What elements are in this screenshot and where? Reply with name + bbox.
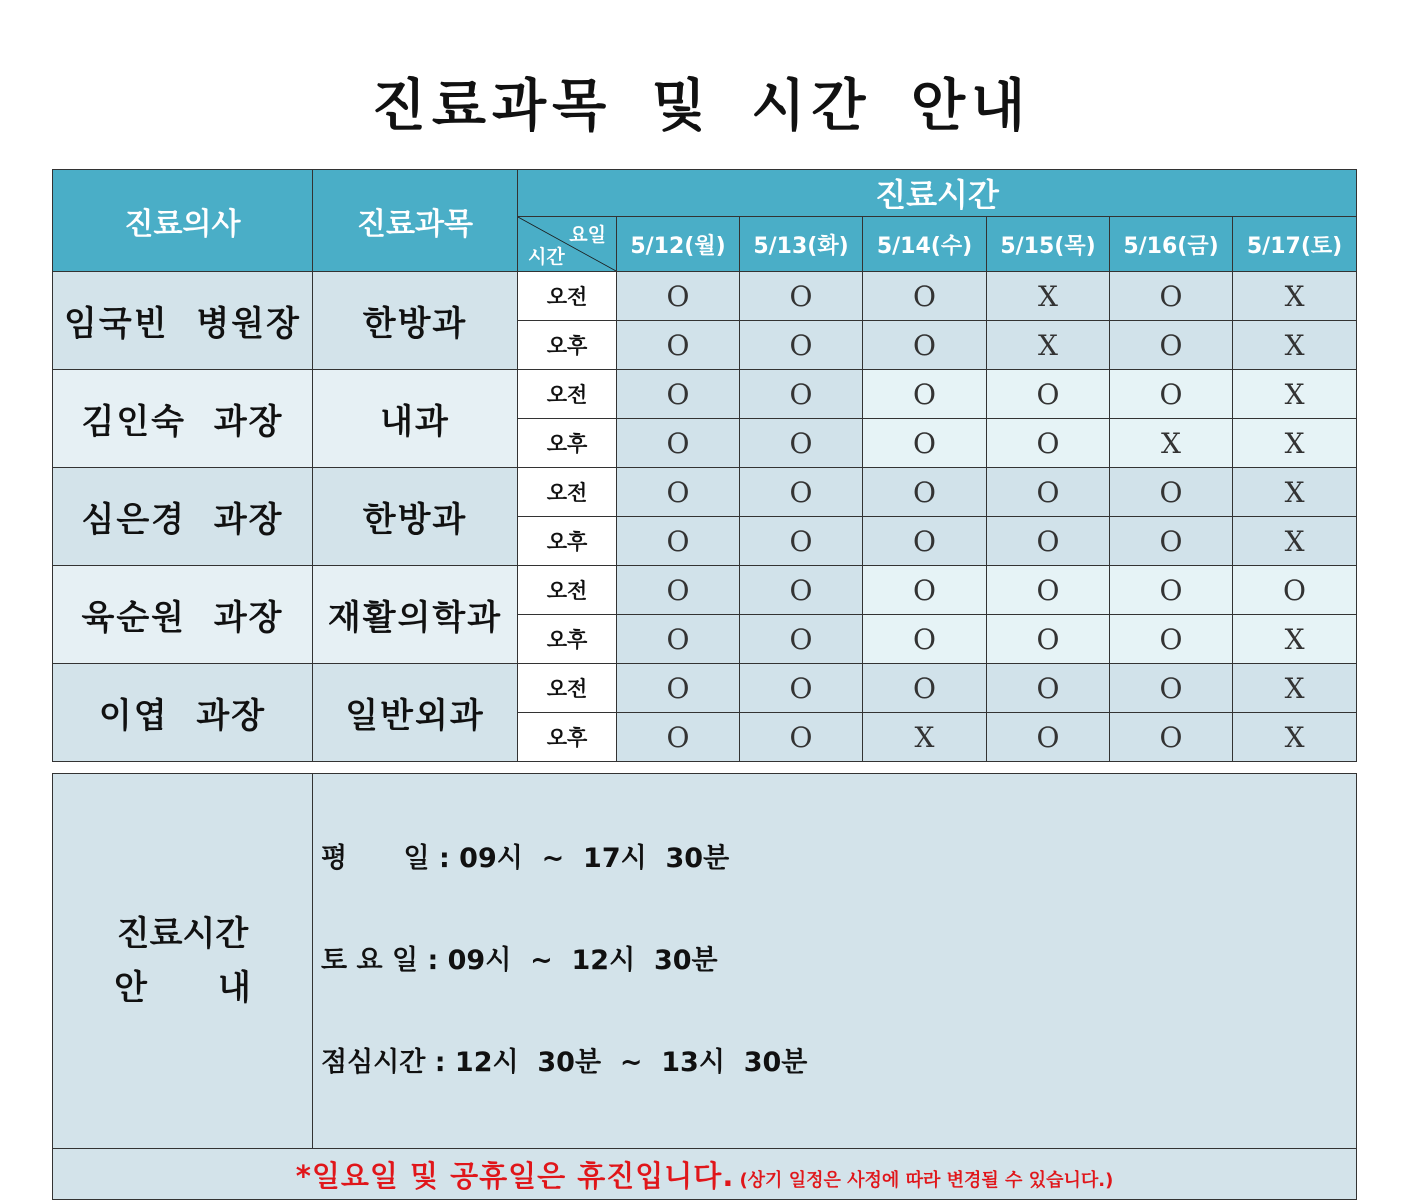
availability-mark: O xyxy=(863,419,987,468)
availability-mark: O xyxy=(740,517,863,566)
availability-mark: O xyxy=(987,664,1110,713)
time-slot-label: 오후 xyxy=(518,321,617,370)
header-day: 5/15(목) xyxy=(987,217,1110,272)
availability-mark: X xyxy=(1233,419,1357,468)
header-day: 5/17(토) xyxy=(1233,217,1357,272)
department-name: 일반외과 xyxy=(313,664,518,762)
availability-mark: X xyxy=(987,272,1110,321)
availability-mark: O xyxy=(987,615,1110,664)
availability-mark: O xyxy=(617,664,740,713)
availability-mark: O xyxy=(740,370,863,419)
time-slot-label: 오전 xyxy=(518,468,617,517)
availability-mark: O xyxy=(740,321,863,370)
availability-mark: O xyxy=(987,517,1110,566)
weekday-hours: 평 일 : 09시 ~ 17시 30분 xyxy=(321,843,730,874)
time-slot-label: 오전 xyxy=(518,664,617,713)
saturday-hours: 토 요 일 : 09시 ~ 12시 30분 xyxy=(321,945,718,976)
time-slot-label: 오후 xyxy=(518,615,617,664)
availability-mark: X xyxy=(1233,517,1357,566)
availability-mark: O xyxy=(740,566,863,615)
availability-mark: O xyxy=(1110,370,1233,419)
header-hours: 진료시간 xyxy=(518,170,1357,217)
availability-mark: O xyxy=(740,615,863,664)
availability-mark: O xyxy=(1110,615,1233,664)
availability-mark: O xyxy=(617,468,740,517)
doctor-name: 심은경 과장 xyxy=(53,468,313,566)
availability-mark: X xyxy=(1233,664,1357,713)
header-day: 5/14(수) xyxy=(863,217,987,272)
time-slot-label: 오후 xyxy=(518,517,617,566)
info-label-line1: 진료시간 xyxy=(116,914,249,954)
availability-mark: X xyxy=(1233,272,1357,321)
header-day: 5/13(화) xyxy=(740,217,863,272)
info-label-line2: 안 내 xyxy=(114,968,251,1008)
availability-mark: O xyxy=(1110,713,1233,762)
availability-mark: O xyxy=(740,272,863,321)
schedule-table xyxy=(52,169,1357,762)
time-slot-label: 오전 xyxy=(518,370,617,419)
schedule-row xyxy=(53,664,1357,713)
availability-mark: O xyxy=(617,321,740,370)
day-label: 요일 xyxy=(569,224,606,246)
doctor-name: 임국빈 병원장 xyxy=(53,272,313,370)
availability-mark: O xyxy=(740,468,863,517)
availability-mark: O xyxy=(1110,664,1233,713)
doctor-name: 김인숙 과장 xyxy=(53,370,313,468)
availability-mark: O xyxy=(1110,321,1233,370)
availability-mark: O xyxy=(617,419,740,468)
availability-mark: O xyxy=(617,566,740,615)
availability-mark: O xyxy=(617,370,740,419)
header-doctor: 진료의사 xyxy=(53,170,313,272)
header-day: 5/16(금) xyxy=(1110,217,1233,272)
availability-mark: X xyxy=(1233,713,1357,762)
availability-mark: X xyxy=(987,321,1110,370)
availability-mark: O xyxy=(987,419,1110,468)
department-name: 한방과 xyxy=(313,272,518,370)
availability-mark: X xyxy=(1233,468,1357,517)
hours-info-table xyxy=(52,773,1357,1200)
time-label: 시간 xyxy=(528,246,565,268)
closure-notice xyxy=(53,1149,1357,1200)
availability-mark: O xyxy=(617,713,740,762)
availability-mark: O xyxy=(863,370,987,419)
availability-mark: O xyxy=(987,468,1110,517)
time-slot-label: 오후 xyxy=(518,419,617,468)
page-title: 진료과목 및 시간 안내 xyxy=(371,74,1032,139)
availability-mark: O xyxy=(987,370,1110,419)
availability-mark: X xyxy=(1233,370,1357,419)
availability-mark: O xyxy=(1110,468,1233,517)
availability-mark: O xyxy=(987,566,1110,615)
time-slot-label: 오후 xyxy=(518,713,617,762)
notice-main: *일요일 및 공휴일은 휴진입니다. xyxy=(295,1158,735,1193)
availability-mark: O xyxy=(863,272,987,321)
availability-mark: X xyxy=(1233,321,1357,370)
info-hours xyxy=(313,774,1357,1149)
availability-mark: O xyxy=(1110,566,1233,615)
time-slot-label: 오전 xyxy=(518,566,617,615)
department-name: 한방과 xyxy=(313,468,518,566)
header-department: 진료과목 xyxy=(313,170,518,272)
availability-mark: O xyxy=(1233,566,1357,615)
notice-sub: (상기 일정은 사정에 따라 변경될 수 있습니다.) xyxy=(739,1169,1114,1191)
availability-mark: O xyxy=(863,615,987,664)
availability-mark: O xyxy=(1110,272,1233,321)
availability-mark: O xyxy=(740,419,863,468)
availability-mark: X xyxy=(1110,419,1233,468)
info-label xyxy=(53,774,313,1149)
availability-mark: X xyxy=(863,713,987,762)
availability-mark: O xyxy=(863,517,987,566)
availability-mark: O xyxy=(617,517,740,566)
availability-mark: O xyxy=(740,713,863,762)
time-slot-label: 오전 xyxy=(518,272,617,321)
availability-mark: O xyxy=(863,321,987,370)
department-name: 재활의학과 xyxy=(313,566,518,664)
doctor-name: 이엽 과장 xyxy=(53,664,313,762)
header-day: 5/12(월) xyxy=(617,217,740,272)
availability-mark: O xyxy=(863,664,987,713)
schedule-row xyxy=(53,468,1357,517)
schedule-row xyxy=(53,370,1357,419)
availability-mark: X xyxy=(1233,615,1357,664)
availability-mark: O xyxy=(863,566,987,615)
availability-mark: O xyxy=(987,713,1110,762)
schedule-row xyxy=(53,566,1357,615)
doctor-name: 육순원 과장 xyxy=(53,566,313,664)
header-day-time-corner xyxy=(518,217,617,272)
schedule-row xyxy=(53,272,1357,321)
availability-mark: O xyxy=(863,468,987,517)
availability-mark: O xyxy=(1110,517,1233,566)
availability-mark: O xyxy=(617,272,740,321)
lunch-hours: 점심시간 : 12시 30분 ~ 13시 30분 xyxy=(321,1047,808,1078)
availability-mark: O xyxy=(617,615,740,664)
department-name: 내과 xyxy=(313,370,518,468)
availability-mark: O xyxy=(740,664,863,713)
